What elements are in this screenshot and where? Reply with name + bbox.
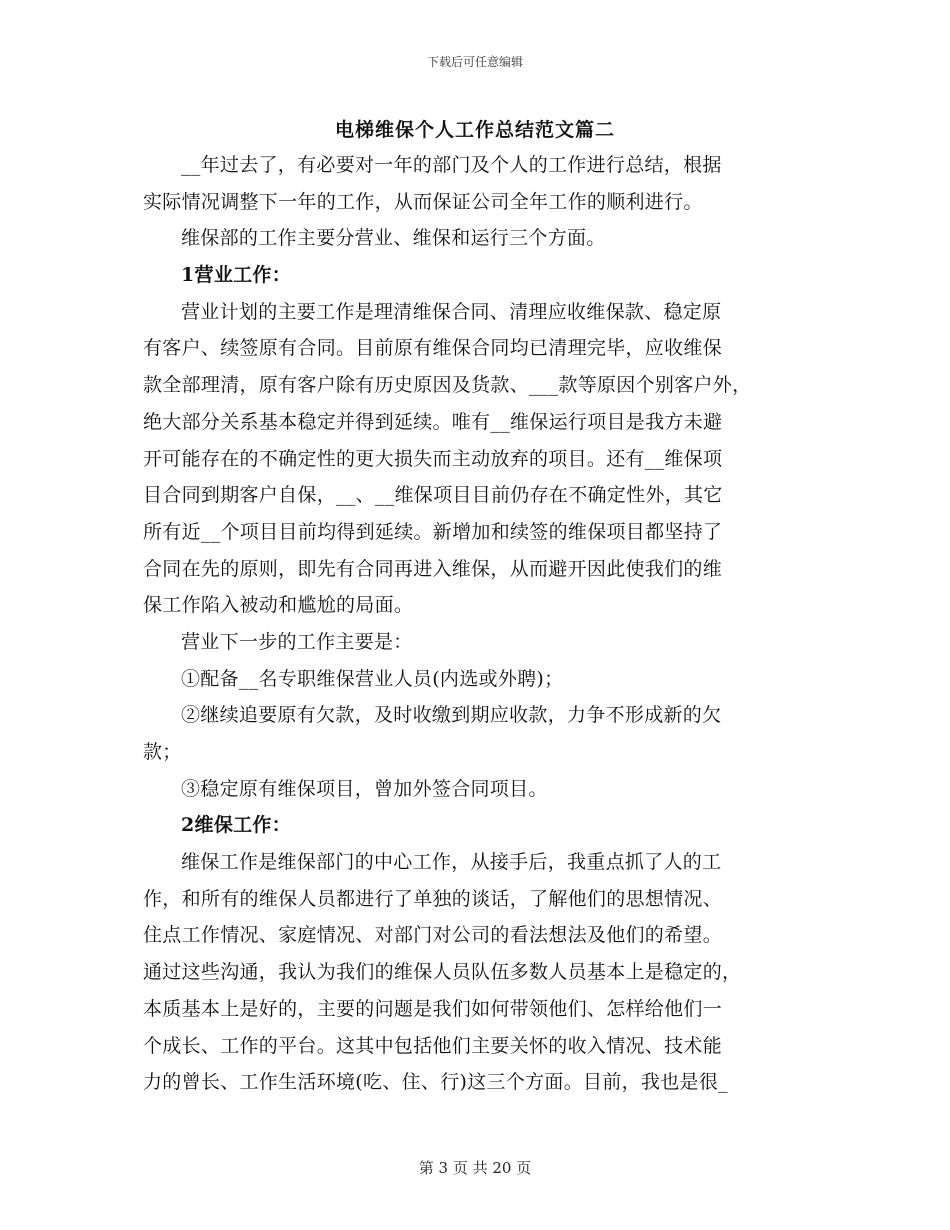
section-heading: 2维保工作： xyxy=(181,814,292,837)
text-line: ②继续追要原有欠款，及时收缴到期应收款，力争不形成新的欠 xyxy=(181,704,722,727)
text-line: ③稳定原有维保项目，曾加外签合同项目。 xyxy=(181,777,548,800)
text-line: 合同在先的原则，即先有合同再进入维保，从而避开因此使我们的维 xyxy=(143,557,723,580)
text-line: 保工作陷入被动和尴尬的局面。 xyxy=(143,594,414,617)
section-heading: 1营业工作： xyxy=(181,264,292,287)
text-line: ①配备__名专职维保营业人员(内选或外聘)； xyxy=(181,667,564,690)
text-line: 本质基本上是好的，主要的问题是我们如何带领他们、怎样给他们一 xyxy=(143,997,723,1020)
text-line: __年过去了，有必要对一年的部门及个人的工作进行总结，根据 xyxy=(181,154,722,176)
text-line: 款； xyxy=(143,741,182,763)
text-line: 住点工作情况、家庭情况、对部门对公司的看法想法及他们的希望。 xyxy=(143,924,723,947)
page-header: 下载后可任意编辑 xyxy=(426,55,523,69)
document-body xyxy=(143,147,803,1101)
text-line: 实际情况调整下一年的工作，从而保证公司全年工作的顺利进行。 xyxy=(143,190,703,213)
text-line: 个成长、工作的平台。这其中包括他们主要关怀的收入情况、技术能 xyxy=(143,1034,723,1057)
text-line: 力的曾长、工作生活环境(吃、住、行)这三个方面。目前，我也是很_ xyxy=(143,1071,728,1094)
text-line: 维保工作是维保部门的中心工作，从接手后，我重点抓了人的工 xyxy=(181,851,722,874)
text-line: 营业计划的主要工作是理清维保合同、清理应收维保款、稳定原 xyxy=(181,300,722,323)
text-line: 开可能存在的不确定性的更大损失而主动放弃的项目。还有__维保项 xyxy=(143,447,723,470)
page-footer: 第 3 页 共 20 页 xyxy=(418,1159,532,1177)
text-line: 通过这些沟通，我认为我们的维保人员队伍多数人员基本上是稳定的， xyxy=(143,961,742,984)
text-line: 所有近__个项目目前均得到延续。新增加和续签的维保项目都坚持了 xyxy=(143,520,723,543)
text-line: 营业下一步的工作主要是： xyxy=(181,630,413,653)
text-line: 款全部理清，原有客户除有历史原因及货款、___款等原因个别客户外， xyxy=(143,374,752,397)
text-line: 有客户、续签原有合同。目前原有维保合同均已清理完毕，应收维保 xyxy=(143,337,723,360)
text-line: 绝大部分关系基本稳定并得到延续。唯有__维保运行项目是我方未避 xyxy=(143,410,723,433)
document-title: 电梯维保个人工作总结范文篇二 xyxy=(334,119,615,141)
text-line: 目合同到期客户自保，__、__维保项目目前仍存在不确定性外，其它 xyxy=(143,484,723,507)
text-line: 维保部的工作主要分营业、维保和运行三个方面。 xyxy=(181,227,606,250)
text-line: 作，和所有的维保人员都进行了单独的谈话，了解他们的思想情况、 xyxy=(143,887,723,910)
